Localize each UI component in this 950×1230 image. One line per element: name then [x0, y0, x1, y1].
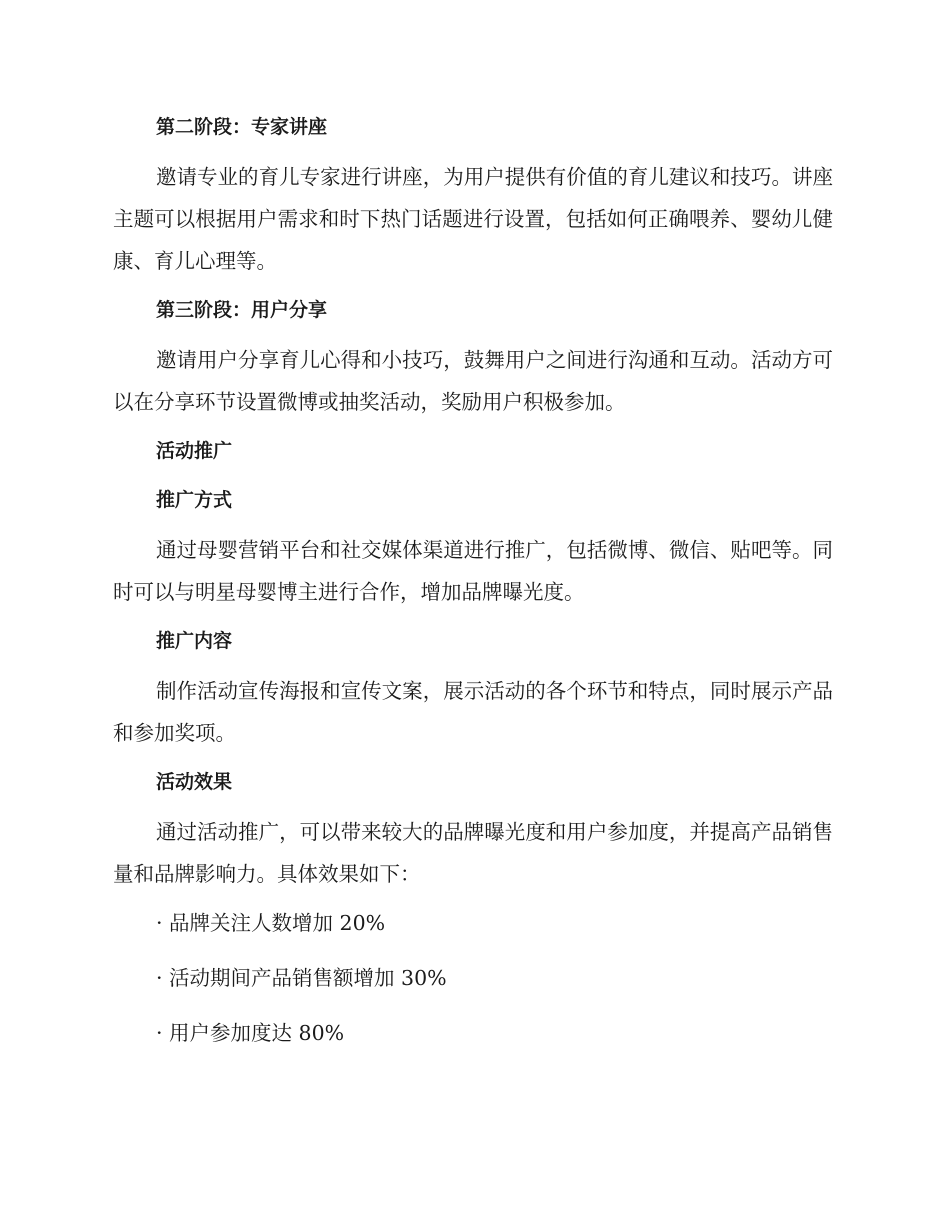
- stage3-heading: 第三阶段：用户分享: [156, 299, 328, 321]
- promotion-method-paragraph: 通过母婴营销平台和社交媒体渠道进行推广，包括微博、微信、贴吧等。同时可以与明星母婴博主进行合作，增加品牌曝光度。: [113, 538, 833, 604]
- effect-paragraph: 通过活动推广，可以带来较大的品牌曝光度和用户参加度，并提高产品销售量和品牌影响力。具体效果如下：: [113, 820, 833, 886]
- stage3-paragraph: 邀请用户分享育儿心得和小技巧，鼓舞用户之间进行沟通和互动。活动方可以在分享环节设置微博或抽奖活动，奖励用户积极参加。: [113, 348, 833, 414]
- effect-item-brand-followers: · 品牌关注人数增加 20%: [156, 911, 386, 935]
- promotion-content-heading: 推广内容: [156, 630, 233, 652]
- document-content: [113, 112, 833, 1073]
- effect-item-sales: · 活动期间产品销售额增加 30%: [156, 966, 447, 990]
- promotion-heading: 活动推广: [156, 440, 233, 462]
- promotion-method-heading: 推广方式: [156, 489, 233, 511]
- effect-item-participation: · 用户参加度达 80%: [156, 1021, 345, 1045]
- stage2-heading: 第二阶段：专家讲座: [156, 116, 328, 138]
- stage2-paragraph: 邀请专业的育儿专家进行讲座，为用户提供有价值的育儿建议和技巧。讲座主题可以根据用户需求和时下热门话题进行设置，包括如何正确喂养、婴幼儿健康、育儿心理等。: [113, 165, 833, 273]
- promotion-content-paragraph: 制作活动宣传海报和宣传文案，展示活动的各个环节和特点，同时展示产品和参加奖项。: [113, 679, 833, 745]
- effect-heading: 活动效果: [156, 771, 233, 793]
